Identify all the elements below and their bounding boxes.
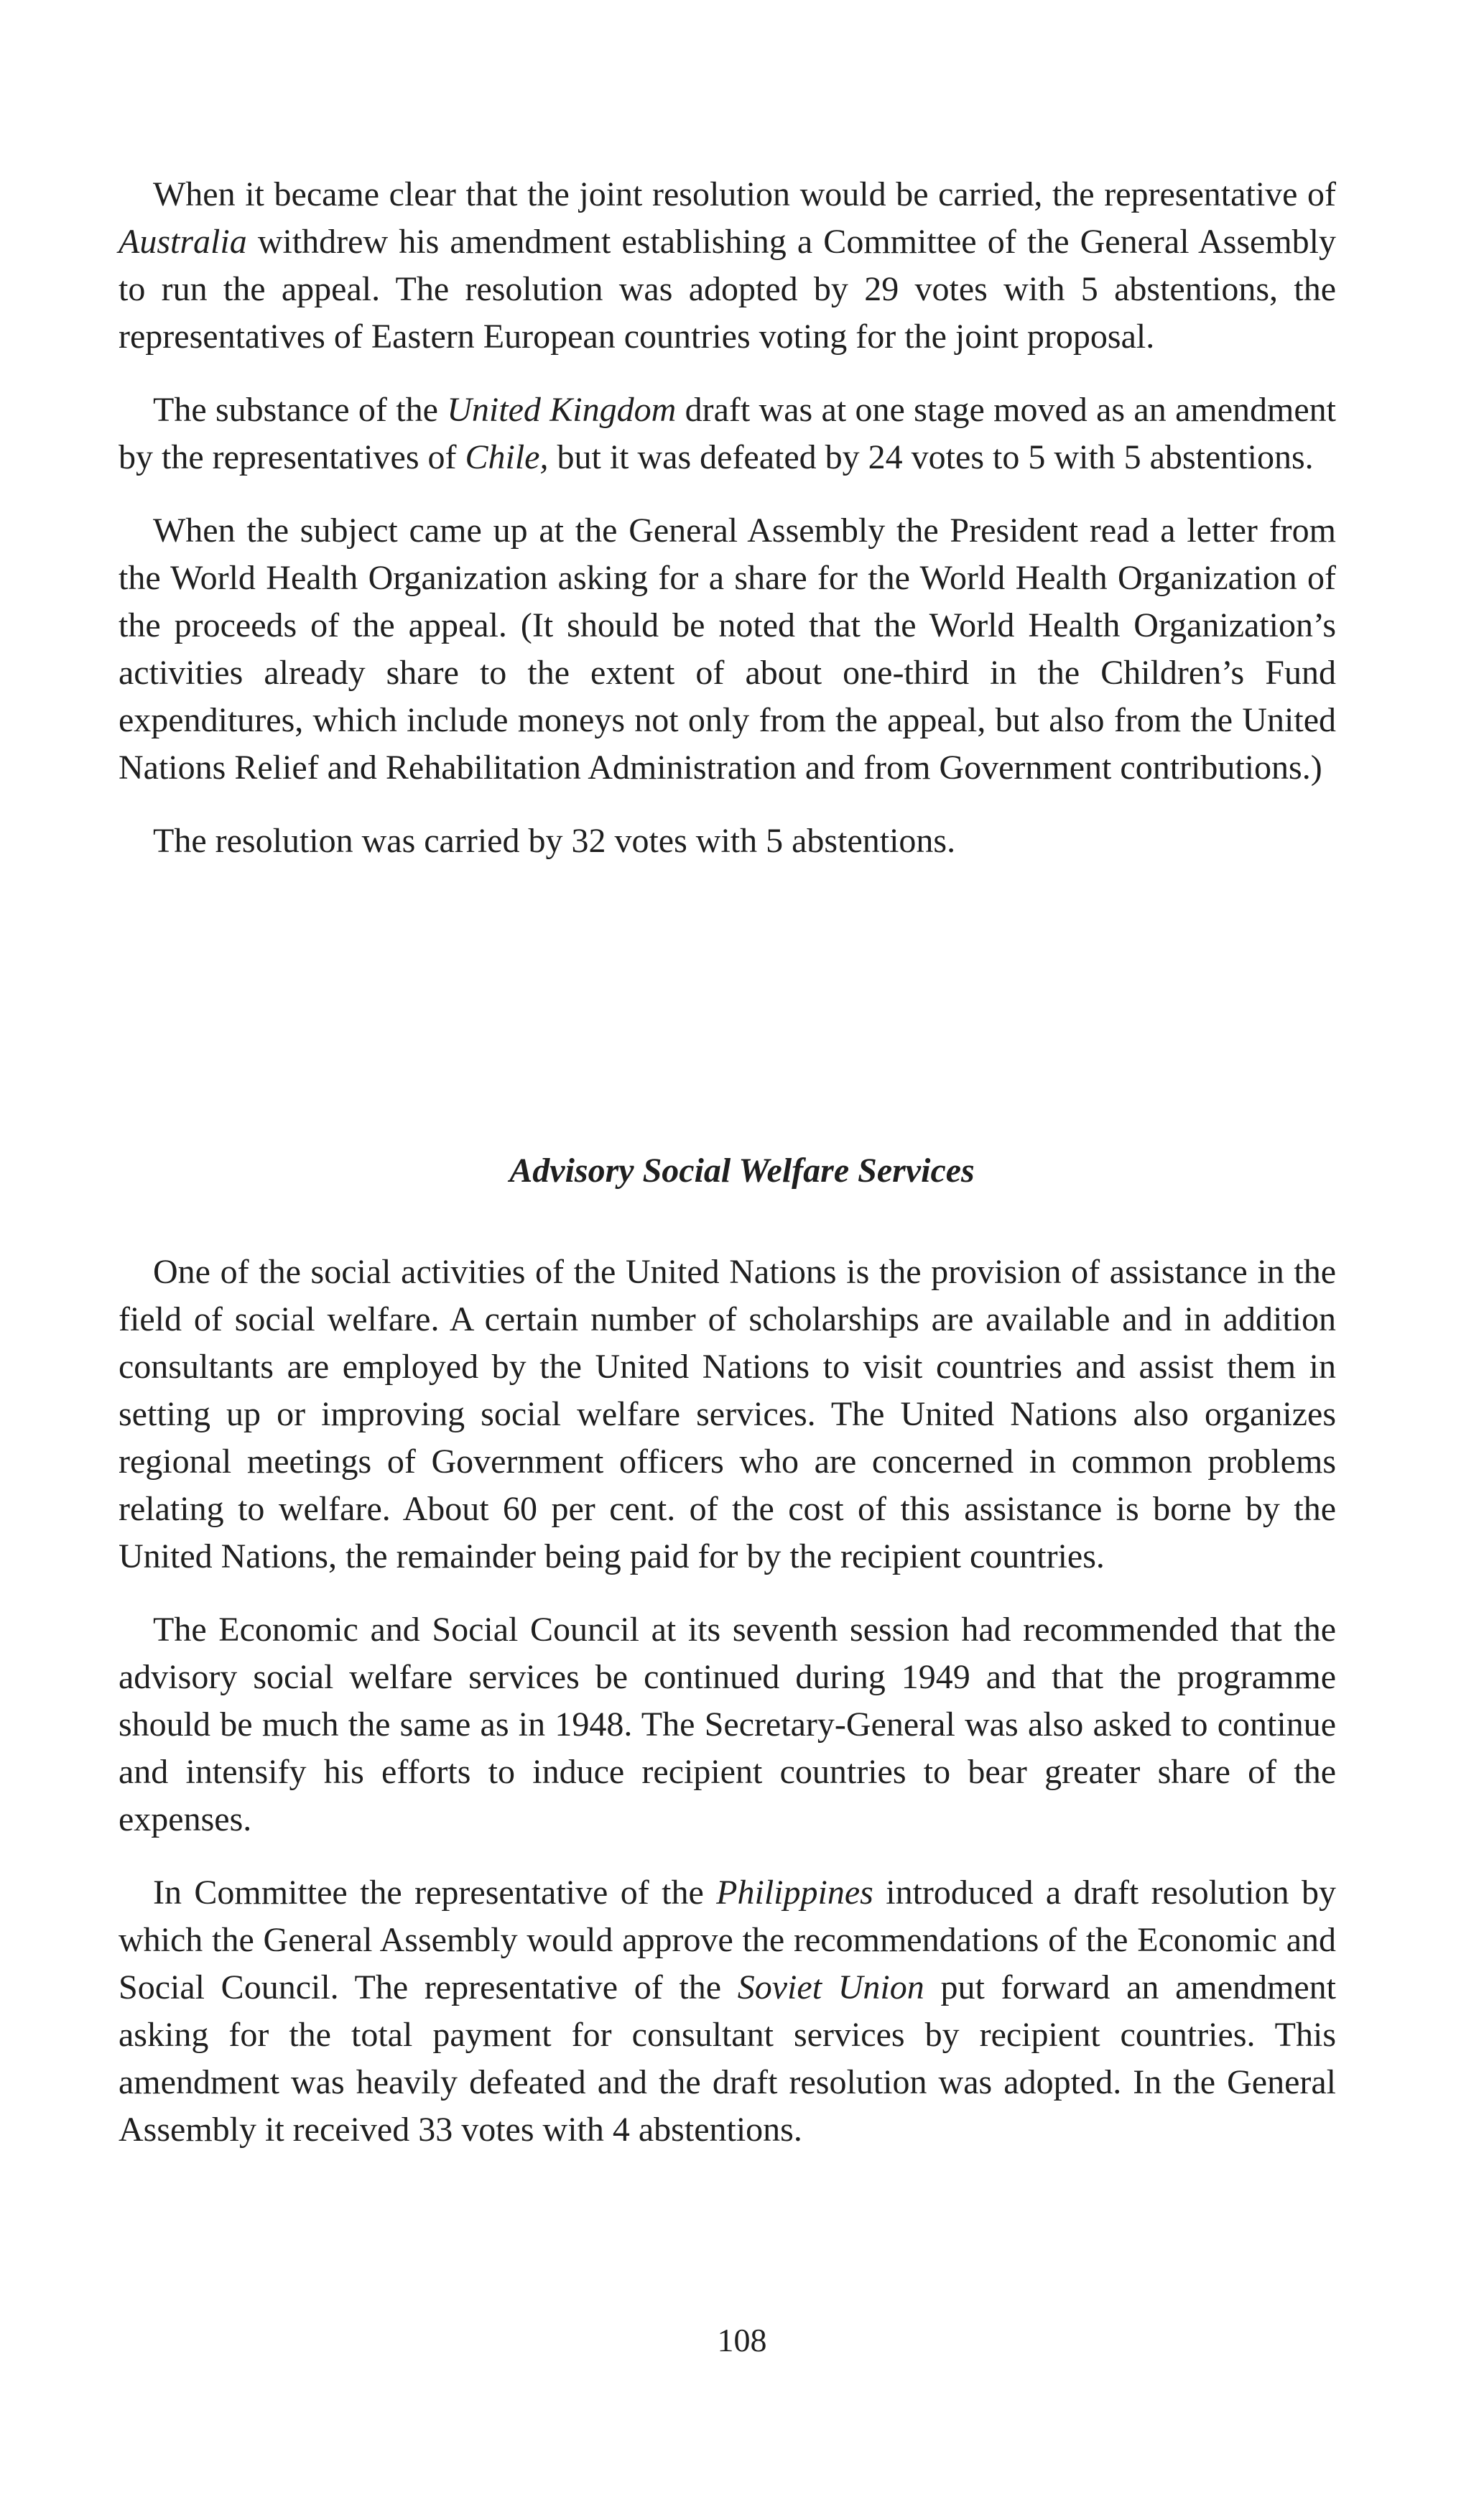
paragraph-united-kingdom-draft xyxy=(119,386,1336,481)
page-number: 108 xyxy=(717,2322,767,2358)
paragraph-social-welfare-assistance: One of the social activities of the United Nations is the provision of assistance in the field of social welfare. A certain number of scholarships are available and in addition consultants are employed by the United Nations to visit countries and assist them in setting up or improving social welfare services. The United Nations also organizes regional meetings of Government officers who are concerned in common problems relating to welfare. About 60 per cent. of the cost of this assistance is borne by the United Nations, the remainder being paid for by the recipient countries. xyxy=(119,1253,1336,1575)
paragraph-resolution-result: The resolution was carried by 32 votes with 5 abstentions. xyxy=(153,822,956,860)
paragraph-economic-social-council: The Economic and Social Council at its seventh session had recommended that the advisory social welfare services be continued during 1949 and that the programme should be much the same as in 1948. The Secretary-General was also asked to continue and intensify his efforts to induce recipient countries to bear greater share of the expenses. xyxy=(119,1611,1336,1838)
paragraph-text: withdrew his amendment establishing a Committee of the General Assembly to run the appeal. The resolution was adopted by 29 votes with 5 abstentions, the representatives of Eastern European countries voting for the joint proposal. xyxy=(119,223,1337,356)
advisory-welfare-section xyxy=(119,1249,1336,2154)
country-name: United Kingdom xyxy=(447,391,677,429)
opening-section xyxy=(119,171,1336,865)
paragraph-text: but it was defeated by 24 votes to 5 with 5 abstentions. xyxy=(557,438,1314,476)
country-name: Australia xyxy=(119,223,247,261)
country-name: Soviet Union xyxy=(737,1968,924,2006)
country-name: Philippines xyxy=(716,1874,873,1912)
paragraph-australia-amendment xyxy=(119,171,1336,361)
paragraph-text: draft was at one stage moved as an amendment by the representatives of xyxy=(119,391,1336,476)
paragraph-text: put forward an amendment asking for the total payment for consultant services by recipient countries. This amendment was heavily defeated and the draft resolution was adopted. In the General Assembly it received 33 votes with 4 abstentions. xyxy=(119,1968,1337,2149)
paragraph-philippines-resolution xyxy=(119,1869,1336,2154)
paragraph-text: The substance of the xyxy=(153,391,438,429)
paragraph-text: introduced a draft resolution by which the General Assembly would approve the recommendations of the Economic and Social Council. The representative of the xyxy=(119,1874,1337,2006)
section-title: Advisory Social Welfare Services xyxy=(509,1152,975,1190)
paragraph-text: In Committee the representative of the xyxy=(153,1874,704,1912)
country-name: Chile, xyxy=(465,438,549,476)
paragraph-text: When it became clear that the joint resolution would be carried, the representative of xyxy=(153,175,1336,213)
paragraph-who-request: When the subject came up at the General Assembly the President read a letter from the World Health Organization asking for a share for the World Health Organization of the proceeds of the appeal. (It should be noted that the World Health Organization’s activities already share to the extent of about one-third in the Children’s Fund expenditures, which include moneys not only from the appeal, but also from the United Nations Relief and Rehabilitation Administration and from Government contributions.) xyxy=(119,511,1336,787)
